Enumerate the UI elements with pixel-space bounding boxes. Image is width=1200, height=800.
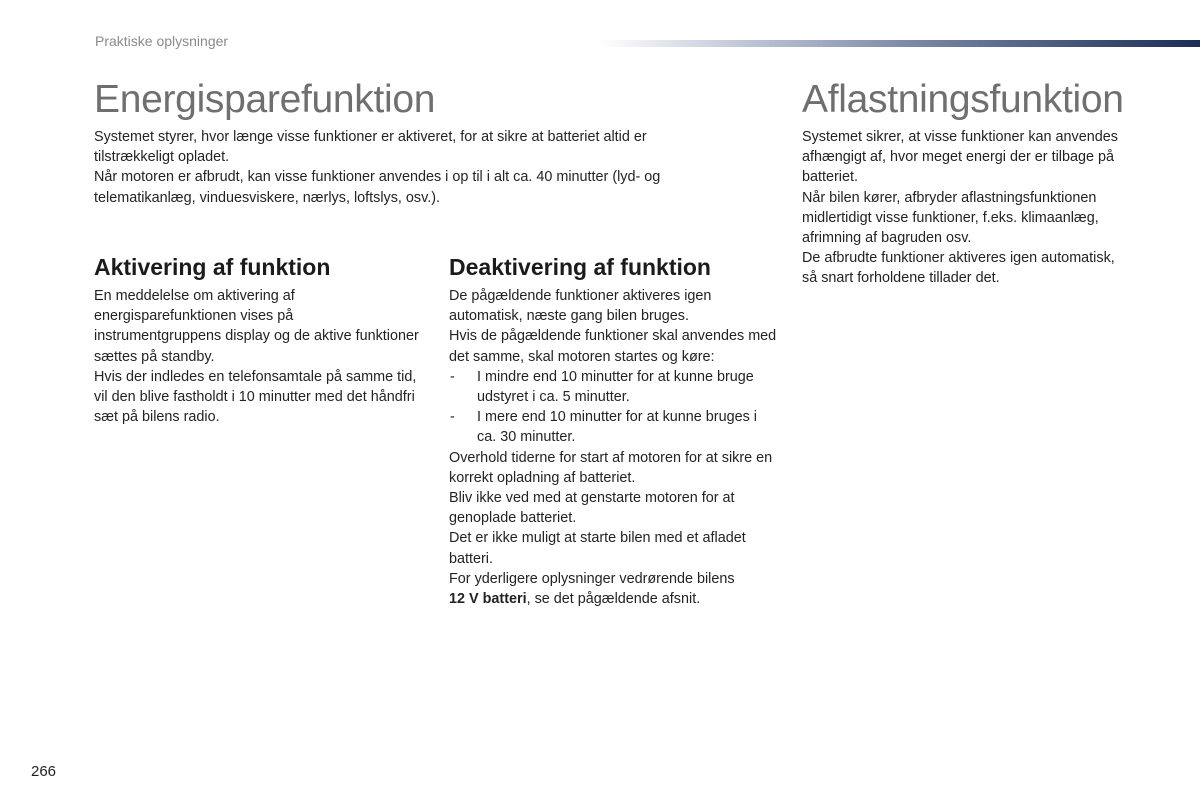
activation-p2: Hvis der indledes en telefonsamtale på samme tid, vil den blive fastholdt i 10 minutter med det håndfri sæt på bilens radio. [94,368,417,426]
deactivation-list-item [449,367,779,407]
energy-saving-intro [94,127,724,208]
activation-title: Aktivering af funktion [94,254,331,280]
activation-body [94,286,424,427]
relief-body [802,127,1132,289]
relief-p1: Systemet sikrer, at visse funktioner kan anvendes afhængigt af, hvor meget energi der er tilbage på batteriet. [802,129,1118,186]
deactivation-p6-start: For yderligere oplysninger vedrørende bilens [449,570,735,587]
deactivation-p6 [449,569,779,609]
deactivation-p4: Bliv ikke ved med at genstarte motoren for at genoplade batteriet. [449,490,735,527]
relief-p2: Når bilen kører, afbryder aflastningsfunktionen midlertidigt visse funktioner, f.eks. klimaanlæg, afrimning af bagruden osv. [802,189,1099,247]
dash-bullet: - [450,409,455,426]
energy-saving-title: Energisparefunktion [94,78,436,121]
energy-saving-intro-p1: Systemet styrer, hvor længe visse funktioner er aktiveret, for at sikre at batteriet altid er tilstrækkeligt opladet. [94,129,647,166]
deactivation-p1: De pågældende funktioner aktiveres igen automatisk, næste gang bilen bruges. [449,288,712,325]
deactivation-title: Deaktivering af funktion [449,254,711,280]
deactivation-p2: Hvis de pågældende funktioner skal anvendes med det samme, skal motoren startes og køre: [449,328,777,365]
energy-saving-intro-p2: Når motoren er afbrudt, kan visse funktioner anvendes i op til i alt ca. 40 minutter (lyd- og telematikanlæg, vinduesviskere, nærlys, loftslys, osv.). [94,169,661,206]
deactivation-p6-end: , se det pågældende afsnit. [526,591,701,608]
deactivation-p5: Det er ikke muligt at starte bilen med et afladet batteri. [449,530,746,567]
deactivation-list-item [449,407,779,447]
header-gradient-bar [600,40,1200,47]
page-number: 266 [31,763,57,780]
deactivation-body [449,286,779,609]
relief-p3: De afbrudte funktioner aktiveres igen automatisk, så snart forholdene tillader det. [802,250,1115,287]
section-label: Praktiske oplysninger [95,33,229,49]
activation-p1: En meddelelse om aktivering af energisparefunktionen vises på instrumentgruppens display og de aktive funktioner sættes på standby. [94,288,419,365]
deactivation-list-item-text: I mere end 10 minutter for at kunne bruges i ca. 30 minutter. [477,409,757,446]
relief-title: Aflastningsfunktion [802,78,1124,121]
battery-reference: 12 V batteri [449,591,527,608]
deactivation-list-item-text: I mindre end 10 minutter for at kunne bruge udstyret i ca. 5 minutter. [477,368,754,406]
dash-bullet: - [450,368,455,385]
deactivation-p3: Overhold tiderne for start af motoren for at sikre en korrekt opladning af batteriet. [449,449,773,486]
